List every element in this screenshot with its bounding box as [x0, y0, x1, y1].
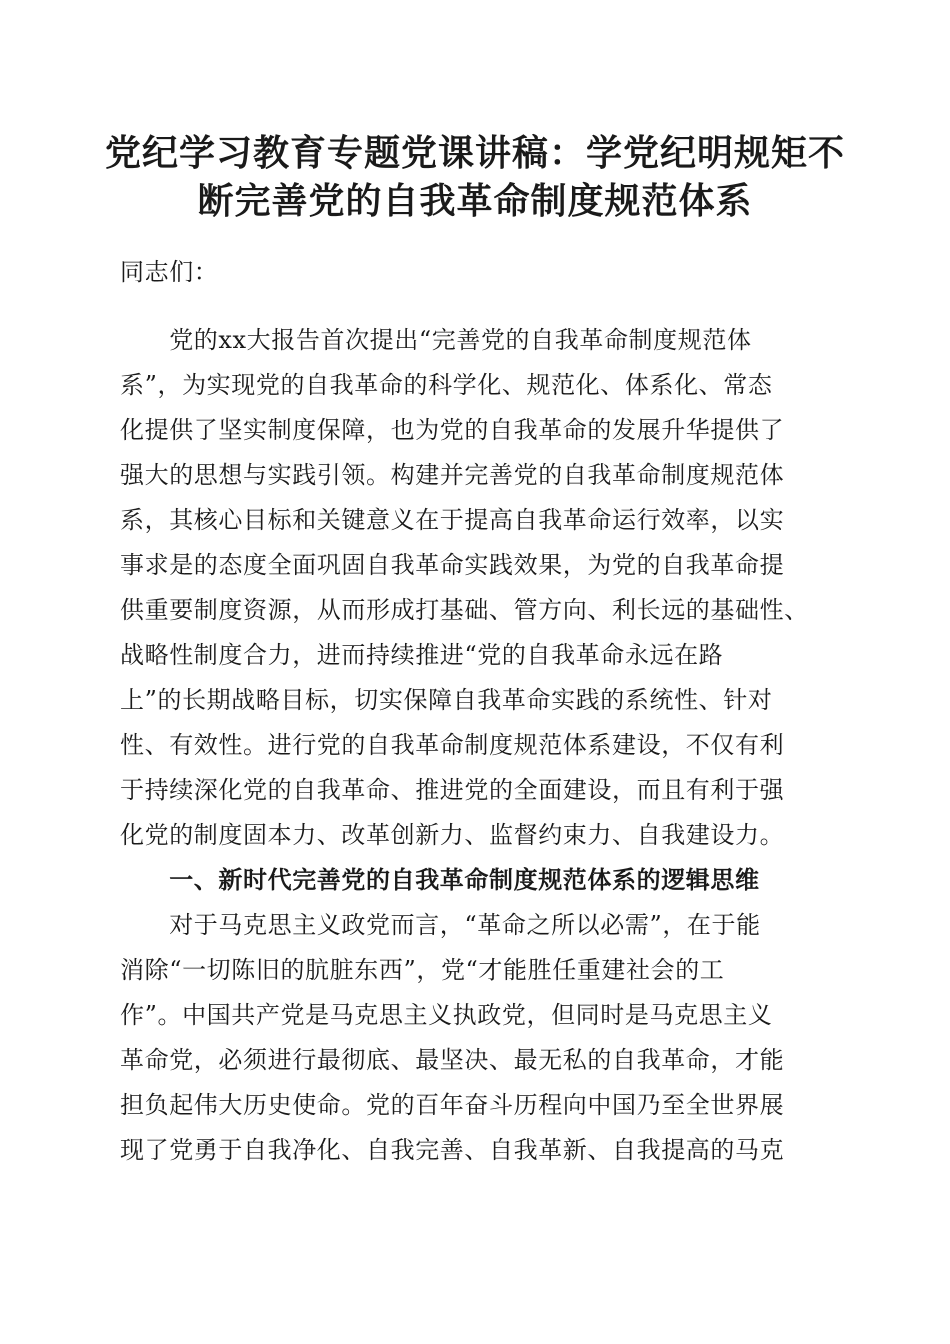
salutation: 同志们： [120, 258, 219, 286]
body-line: 于持续深化党的自我革命、推进党的全面建设，而且有利于强 [120, 776, 785, 804]
body-line: 现了党勇于自我净化、自我完善、自我革新、自我提高的马克 [120, 1136, 785, 1164]
body-line: 战略性制度合力，进而持续推进“党的自我革命永远在路 [120, 641, 724, 669]
body-line: 化党的制度固本力、改革创新力、监督约束力、自我建设力。 [120, 821, 785, 849]
body-line: 上”的长期战略目标，切实保障自我革命实践的系统性、针对 [120, 686, 773, 714]
body-line: 党的xx大报告首次提出“完善党的自我革命制度规范体 [120, 326, 752, 354]
body-line: 革命党，必须进行最彻底、最坚决、最无私的自我革命，才能 [120, 1046, 785, 1074]
body-line: 消除“一切陈旧的肮脏东西”，党“才能胜任重建社会的工 [120, 956, 725, 984]
body-line: 化提供了坚实制度保障，也为党的自我革命的发展升华提供了 [120, 416, 785, 444]
body-line: 供重要制度资源，从而形成打基础、管方向、利长远的基础性、 [120, 596, 809, 624]
body-line: 系，其核心目标和关键意义在于提高自我革命运行效率，以实 [120, 506, 785, 534]
body-line: 担负起伟大历史使命。党的百年奋斗历程向中国乃至全世界展 [120, 1091, 785, 1119]
body-line: 性、有效性。进行党的自我革命制度规范体系建设，不仅有利 [120, 731, 785, 759]
body-line: 系”，为实现党的自我革命的科学化、规范化、体系化、常态 [120, 371, 773, 399]
body-line: 作”。中国共产党是马克思主义执政党，但同时是马克思主义 [120, 1001, 773, 1029]
body-line: 事求是的态度全面巩固自我革命实践效果，为党的自我革命提 [120, 551, 785, 579]
document-title-line-2: 断完善党的自我革命制度规范体系 [197, 181, 753, 222]
body-line: 对于马克思主义政党而言，“革命之所以必需”，在于能 [120, 911, 761, 939]
body-line: 强大的思想与实践引领。构建并完善党的自我革命制度规范体 [120, 461, 785, 489]
section-heading-1: 一、新时代完善党的自我革命制度规范体系的逻辑思维 [120, 866, 760, 894]
document-title-line-1: 党纪学习教育专题党课讲稿：学党纪明规矩不 [104, 133, 845, 174]
